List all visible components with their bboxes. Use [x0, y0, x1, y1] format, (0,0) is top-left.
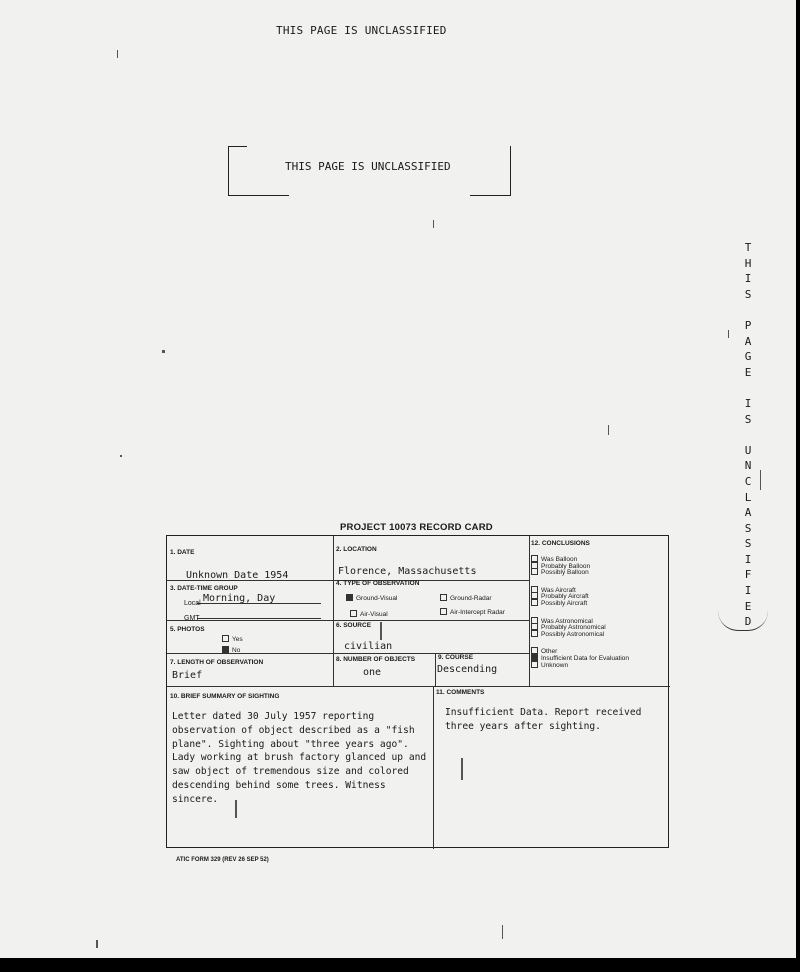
scan-speck [760, 470, 761, 490]
summary-line: plane". Sighting about "three years ago". [172, 738, 409, 750]
checked-box-icon [222, 646, 229, 653]
comments-text [445, 706, 665, 734]
comments-line: three years after sighting. [445, 720, 601, 732]
checked-box-icon [346, 594, 353, 601]
vertical-letter: C [744, 474, 752, 488]
vertical-letter: E [744, 599, 752, 613]
vertical-letter: I [744, 552, 752, 566]
conclusion-option: Unknown [531, 661, 568, 669]
vertical-letter: E [744, 365, 752, 379]
vertical-letter: I [744, 396, 752, 410]
scan-speck [96, 940, 98, 948]
vertical-letter: U [744, 443, 752, 457]
scan-speck [728, 330, 729, 338]
checkbox-icon [350, 610, 357, 617]
location-value: Florence, Massachusetts [338, 566, 477, 577]
checkbox-icon [440, 594, 447, 601]
photos-label: 5. PHOTOS [170, 626, 205, 633]
checkbox-icon [531, 599, 538, 606]
length-label: 7. LENGTH OF OBSERVATION [170, 659, 264, 666]
scan-speck [608, 425, 609, 435]
scan-speck [433, 220, 434, 228]
checkbox-icon [531, 661, 538, 668]
vertical-letter: T [744, 241, 752, 254]
dtg-local-label: Local [184, 600, 201, 607]
vertical-letter: N [744, 459, 752, 473]
conclusion-option: Other [531, 647, 557, 655]
vertical-letter: S [744, 287, 752, 301]
vertical-classification-text [741, 240, 755, 630]
length-value: Brief [172, 670, 203, 681]
photos-yes: Yes [222, 635, 243, 643]
summary-text [172, 710, 434, 807]
checkbox-icon [440, 608, 447, 615]
objects-value: one [363, 667, 382, 678]
vertical-letter: I [744, 272, 752, 286]
card-title: PROJECT 10073 RECORD CARD [340, 522, 493, 533]
vertical-letter: H [744, 256, 752, 270]
objects-label: 8. NUMBER OF OBJECTS [336, 656, 416, 663]
location-label: 2. LOCATION [336, 546, 377, 553]
conclusion-option: Was Aircraft [531, 586, 576, 594]
checkbox-icon [222, 635, 229, 642]
checkbox-icon [531, 630, 538, 637]
top-classification-header: THIS PAGE IS UNCLASSIFIED [276, 24, 447, 37]
conclusion-option: Possibly Aircraft [531, 599, 587, 607]
conclusion-option: Insufficient Data for Evaluation [531, 654, 629, 662]
scan-speck [235, 800, 237, 818]
obs-ground-visual: Ground-Visual [346, 594, 397, 602]
scan-speck [380, 622, 382, 640]
vertical-letter [741, 302, 755, 318]
vertical-letter: S [744, 521, 752, 535]
vertical-letter: A [744, 334, 752, 348]
date-label: 1. DATE [170, 549, 195, 556]
obs-ground-radar: Ground-Radar [440, 594, 492, 602]
vertical-letter: I [744, 584, 752, 598]
scan-speck [117, 50, 118, 58]
vertical-letter: P [744, 318, 752, 332]
obs-air-intercept-radar: Air-Intercept Radar [440, 608, 505, 616]
scan-speck [502, 925, 503, 939]
summary-line: descending behind some trees. Witness sincere. [172, 779, 386, 805]
conclusion-option: Probably Aircraft [531, 592, 589, 600]
vertical-letter: G [744, 350, 752, 364]
photos-no: No [222, 646, 240, 654]
form-number: ATIC FORM 329 (REV 26 SEP 52) [176, 857, 269, 863]
conclusion-option: Possibly Astronomical [531, 630, 604, 638]
summary-line: Lady working at brush factory glanced up and [172, 752, 427, 764]
course-value: Descending [437, 664, 498, 675]
vertical-letter: S [744, 412, 752, 426]
scan-speck [461, 758, 463, 780]
vertical-letter: F [744, 568, 752, 582]
vertical-letter [741, 380, 755, 396]
scan-speck [162, 350, 165, 353]
summary-label: 10. BRIEF SUMMARY OF SIGHTING [170, 693, 280, 700]
conclusions-label: 12. CONCLUSIONS [531, 540, 590, 547]
source-value: civilian [344, 641, 393, 652]
side-brace-mark [718, 590, 768, 631]
conclusion-option: Was Balloon [531, 555, 577, 563]
summary-line: saw object of tremendous size and colored [172, 766, 409, 778]
conclusion-option: Possibly Balloon [531, 568, 589, 576]
summary-line: observation of object described as a "fish [172, 724, 415, 736]
conclusion-option: Probably Balloon [531, 562, 590, 570]
vertical-letter [741, 427, 755, 443]
bracketed-classification-text: THIS PAGE IS UNCLASSIFIED [285, 160, 451, 173]
vertical-letter: A [744, 506, 752, 520]
conclusion-option: Was Astronomical [531, 617, 593, 625]
scan-speck [120, 455, 122, 457]
summary-line: Letter dated 30 July 1957 reporting [172, 711, 375, 722]
vertical-letter: D [744, 615, 752, 629]
vertical-letter: L [744, 490, 752, 504]
vertical-letter: S [744, 537, 752, 551]
course-label: 9. COURSE [438, 654, 474, 661]
date-value: Unknown Date 1954 [186, 570, 289, 581]
comments-label: 11. COMMENTS [436, 689, 485, 696]
conclusion-option: Probably Astronomical [531, 623, 606, 631]
observation-label: 4. TYPE OF OBSERVATION [336, 580, 420, 587]
dtg-local-value: Morning, Day [203, 593, 276, 604]
dtg-label: 3. DATE-TIME GROUP [170, 585, 238, 592]
obs-air-visual: Air-Visual [350, 610, 388, 618]
checkbox-icon [531, 568, 538, 575]
source-label: 6. SOURCE [336, 622, 372, 629]
dtg-gmt-label: GMT [184, 615, 200, 622]
comments-line: Insufficient Data. Report received [445, 707, 642, 718]
